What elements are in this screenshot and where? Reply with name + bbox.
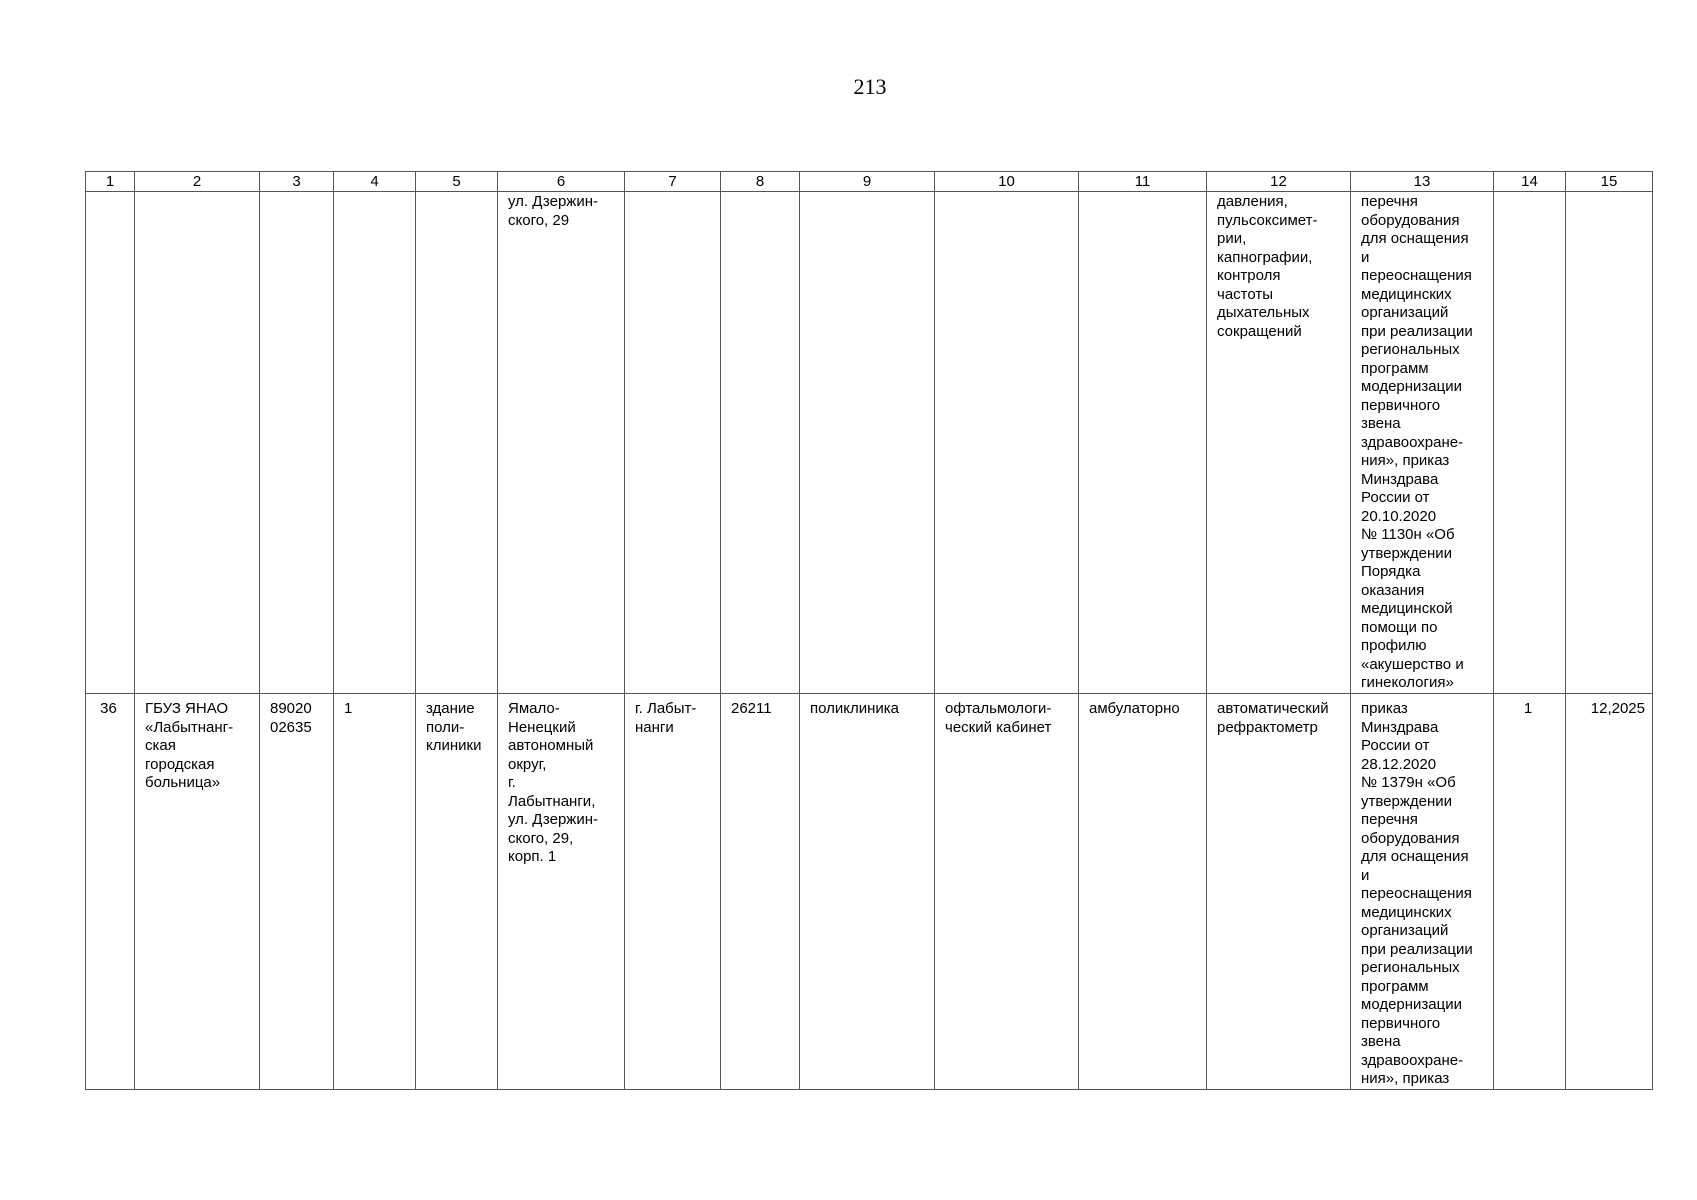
header-cell: 6 (498, 172, 625, 192)
header-cell: 13 (1351, 172, 1494, 192)
cell-basis: перечня оборудования для оснащения и переоснащения медицинских организаций при реализации региональных программ модернизации первичного звена здравоохране- ния», приказ Минздрава России от 20.10.2020 № 1130н «Об утверждении Порядка оказания медицинской помощи по профилю «акушерство и гинекология» (1351, 192, 1494, 694)
cell-locality: г. Лабыт- нанги (625, 694, 721, 1090)
cell-address: ул. Дзержин- ского, 29 (498, 192, 625, 694)
cell-quantity (1494, 192, 1566, 694)
cell-quantity: 1 (1494, 694, 1566, 1090)
header-cell: 9 (800, 172, 935, 192)
cell-number: 36 (86, 694, 135, 1090)
cell-oktmo (721, 192, 800, 694)
cell-oktmo: 26211 (721, 694, 800, 1090)
cell-organization: ГБУЗ ЯНАО «Лабытнанг- ская городская больница» (135, 694, 260, 1090)
cell-equipment: автоматический рефрактометр (1207, 694, 1351, 1090)
header-cell: 8 (721, 172, 800, 192)
cell-building (416, 192, 498, 694)
cell-subdivision (800, 192, 935, 694)
cell-date: 12,2025 (1566, 694, 1653, 1090)
header-cell: 11 (1079, 172, 1207, 192)
header-cell: 1 (86, 172, 135, 192)
header-cell: 3 (260, 172, 334, 192)
cell-conditions (1079, 192, 1207, 694)
table-row-continued (86, 192, 1653, 694)
cell-cabinet: офтальмологи- ческий кабинет (935, 694, 1079, 1090)
header-cell: 5 (416, 172, 498, 192)
table-row-36 (86, 694, 1653, 1090)
cell-cabinet (935, 192, 1079, 694)
header-cell: 10 (935, 172, 1079, 192)
equipment-table (85, 171, 1653, 1090)
header-cell: 15 (1566, 172, 1653, 192)
cell-number (86, 192, 135, 694)
header-cell: 2 (135, 172, 260, 192)
cell-basis: приказ Минздрава России от 28.12.2020 № 1379н «Об утверждении перечня оборудования для оснащения и переоснащения медицинских организаций при реализации региональных программ модернизации первичного звена здравоохране- ния», приказ (1351, 694, 1494, 1090)
header-cell: 7 (625, 172, 721, 192)
header-cell: 4 (334, 172, 416, 192)
table-header-row (86, 172, 1653, 192)
cell-equipment: давления, пульсоксимет- рии, капнографии, контроля частоты дыхательных сокращений (1207, 192, 1351, 694)
cell-code (260, 192, 334, 694)
header-cell: 12 (1207, 172, 1351, 192)
cell-date (1566, 192, 1653, 694)
cell-locality (625, 192, 721, 694)
page-number: 213 (853, 74, 887, 99)
cell-conditions: амбулаторно (1079, 694, 1207, 1090)
cell-subdivision: поликлиника (800, 694, 935, 1090)
cell-count (334, 192, 416, 694)
cell-building: здание поли- клиники (416, 694, 498, 1090)
cell-organization (135, 192, 260, 694)
cell-count: 1 (334, 694, 416, 1090)
cell-address: Ямало- Ненецкий автономный округ, г. Лабытнанги, ул. Дзержин- ского, 29, корп. 1 (498, 694, 625, 1090)
header-cell: 14 (1494, 172, 1566, 192)
cell-code: 89020 02635 (260, 694, 334, 1090)
